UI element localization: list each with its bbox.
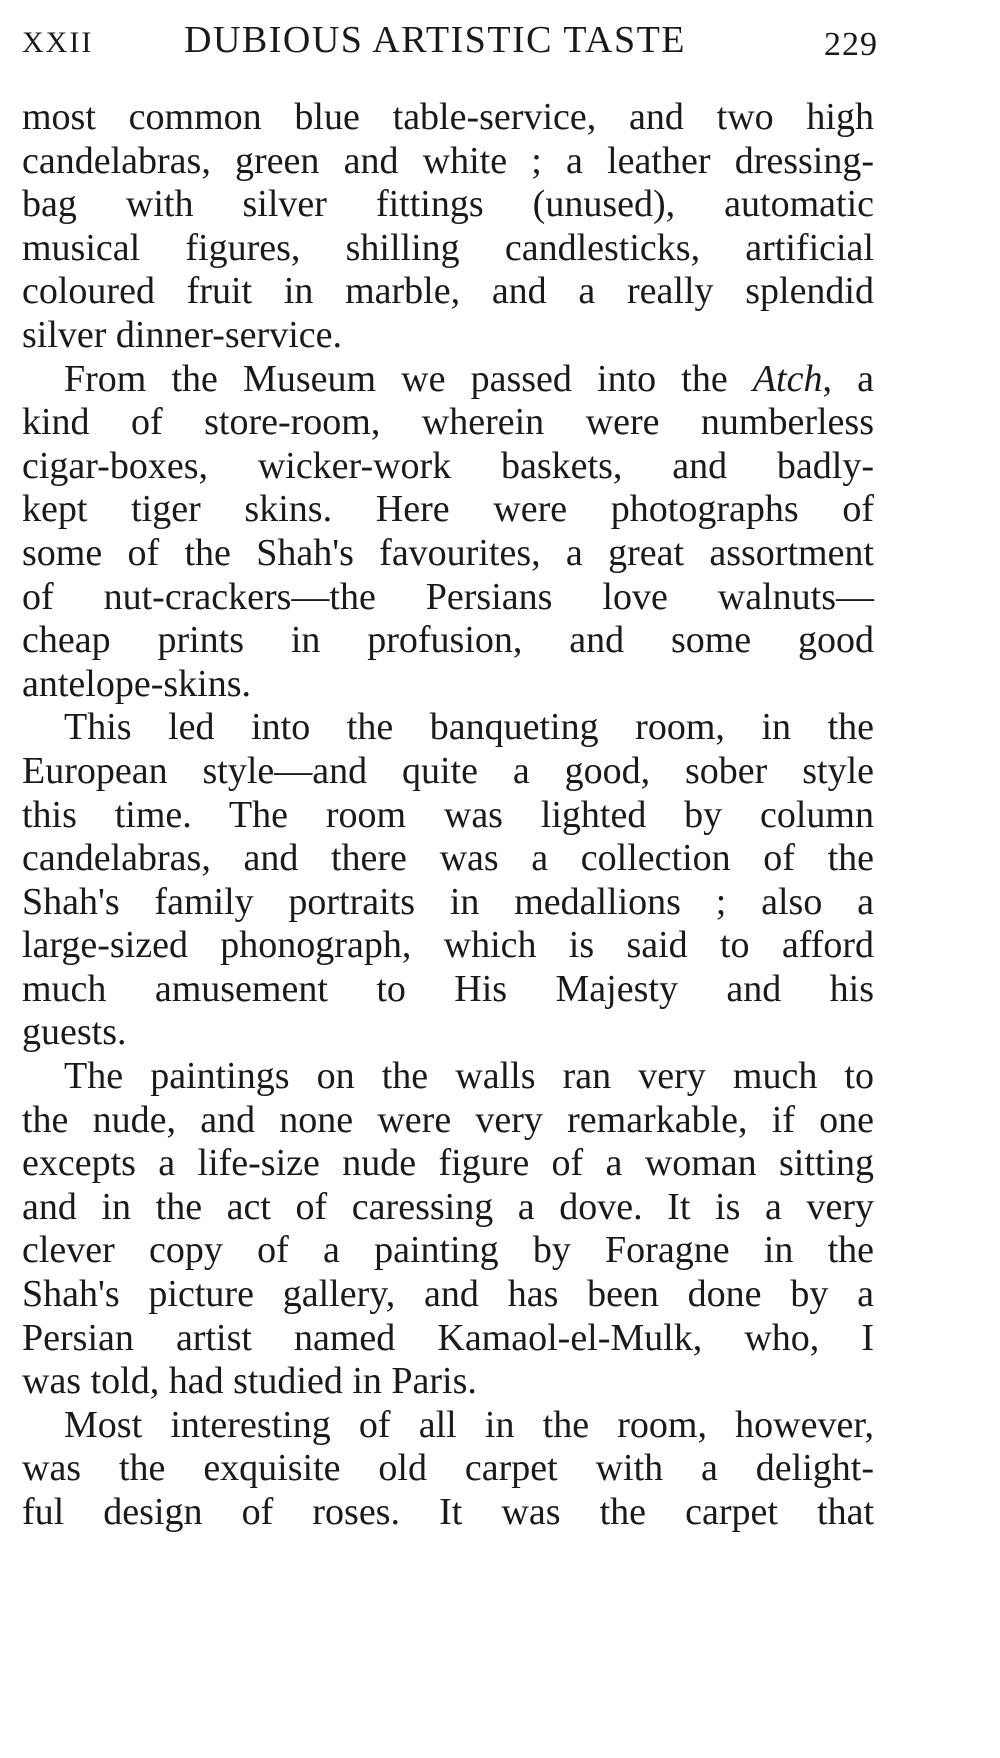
paragraph: [22, 1055, 874, 1404]
running-head: [22, 12, 878, 72]
text-line: most common blue table-service, and two high: [22, 96, 874, 138]
text-line: Shah's picture gallery, and has been done by a: [22, 1273, 874, 1316]
paragraph: [22, 706, 874, 1055]
text-line: this time. The room was lighted by column: [22, 793, 874, 836]
text-line: coloured fruit in marble, and a really splendid: [22, 270, 874, 313]
text-line: Persian artist named Kamaol-el-Mulk, who, I: [22, 1316, 874, 1359]
text-line: clever copy of a painting by Foragne in the: [22, 1229, 874, 1272]
text-line: excepts a life-size nude figure of a woman sitting: [22, 1142, 874, 1185]
text-line: cigar-boxes, wicker-work baskets, and badly-: [22, 444, 874, 487]
text-line: silver dinner-service.: [22, 313, 342, 356]
running-title: DUBIOUS ARTISTIC TASTE: [184, 19, 687, 61]
text-line: Shah's family portraits in medallions ; also a: [22, 880, 874, 923]
text-line: the nude, and none were very remarkable, if one: [22, 1098, 874, 1141]
text-line: candelabras, green and white ; a leather dressing-: [22, 139, 874, 182]
text-line: This led into the banqueting room, in the: [64, 706, 874, 749]
chapter-number: XXII: [22, 26, 94, 59]
paragraph: [22, 96, 874, 358]
text-line: was told, had studied in Paris.: [22, 1360, 477, 1403]
text-line: cheap prints in profusion, and some good: [22, 619, 874, 662]
text-line: musical figures, shilling candlesticks, artificial: [22, 226, 874, 269]
text-line: guests.: [22, 1011, 127, 1054]
text-line: Most interesting of all in the room, however,: [64, 1403, 874, 1446]
text-line: The paintings on the walls ran very much to: [64, 1055, 874, 1098]
text-line: [22, 358, 874, 402]
italic-term: Atch: [752, 357, 823, 400]
text-line: European style—and quite a good, sober style: [22, 749, 874, 792]
text-segment: From the Museum we passed into the: [64, 357, 753, 400]
text-segment: , a: [822, 357, 874, 400]
text-line: kept tiger skins. Here were photographs of: [22, 488, 874, 531]
text-line: and in the act of caressing a dove. It is a very: [22, 1185, 874, 1228]
text-line: bag with silver fittings (unused), automatic: [22, 183, 874, 226]
text-line: large-sized phonograph, which is said to afford: [22, 924, 874, 967]
page-number: 229: [824, 26, 878, 63]
text-line: much amusement to His Majesty and his: [22, 967, 874, 1010]
body-text: [22, 96, 874, 1535]
paragraph: [22, 358, 874, 707]
text-line: some of the Shah's favourites, a great assortment: [22, 531, 874, 574]
text-line: kind of store-room, wherein were numberless: [22, 401, 874, 444]
text-line: candelabras, and there was a collection of the: [22, 837, 874, 880]
text-line: of nut-crackers—the Persians love walnuts—: [22, 575, 874, 618]
text-line: antelope-skins.: [22, 662, 252, 705]
text-line: ful design of roses. It was the carpet that: [22, 1491, 874, 1533]
text-line: was the exquisite old carpet with a delight-: [22, 1447, 874, 1490]
book-page: [22, 0, 878, 1758]
paragraph: [22, 1404, 874, 1535]
